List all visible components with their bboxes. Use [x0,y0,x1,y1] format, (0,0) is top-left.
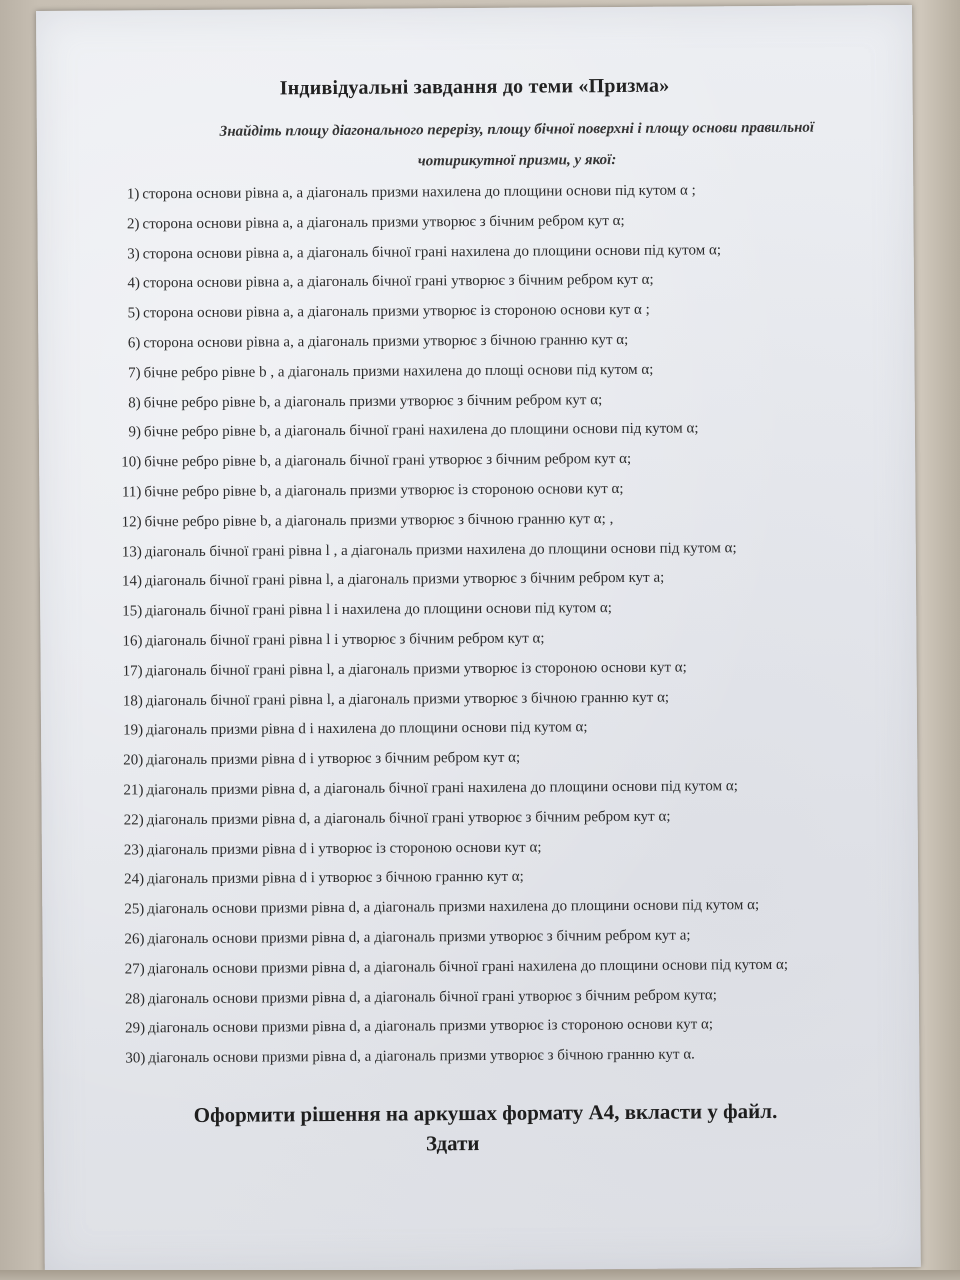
task-number: 6) [127,335,141,352]
task-text: діагональ бічної грані рівна l, а діагональ призми утворює з бічним ребром кут a; [144,570,665,590]
task-number: 23) [123,841,144,858]
task-number: 4) [127,275,140,292]
task-text: сторона основи рівна a, а діагональ призми утворює з бічним ребром кут α; [142,212,625,233]
task-text: діагональ основи призми рівна d, а діагональ призми утворює з бічною гранню кут α. [148,1046,695,1067]
task-text: бічне ребро рівне b, а діагональ призми утворює із стороною основи кут α; [144,480,624,501]
task-number: 26) [124,931,145,948]
task-item [105,1039,905,1074]
task-text: діагональ призми рівна d і нахилена до площини основи під кутом α; [145,719,588,739]
footer-note [194,1095,854,1160]
task-number: 14) [121,573,143,590]
task-number: 10) [121,454,142,471]
task-number: 9) [128,424,142,441]
instruction-line-1: Знайдіть площу діагонального перерізу, площу бічної поверхні і площу основи правильної [219,119,815,140]
task-text: діагональ бічної грані рівна l , а діагональ призми нахилена до площини основи під кутом α; [144,539,737,560]
task-number: 1) [126,186,140,203]
task-instruction [167,112,867,179]
task-number: 2) [126,216,140,233]
task-text: бічне ребро рівне b , а діагональ призми нахилена до площі основи під кутом α; [143,361,654,382]
task-text: бічне ребро рівне b, а діагональ бічної грані нахилена до площини основи під кутом α; [143,420,699,441]
task-text: діагональ основи призми рівна d, а діагональ призми утворює з бічним ребром кут a; [147,927,691,948]
task-text: діагональ бічної грані рівна l і утворює з бічним ребром кут α; [145,630,545,650]
footer-line-2: Здати [425,1130,480,1156]
task-text: діагональ основи призми рівна d, а діагональ призми нахилена до площини основи під кутом α; [147,897,760,918]
task-number: 21) [123,782,144,799]
task-text: діагональ призми рівна d і утворює з бічним ребром кут α; [146,749,521,769]
task-number: 5) [127,305,141,322]
task-number: 16) [122,633,143,650]
task-number: 22) [123,812,144,829]
task-number: 18) [122,692,143,710]
task-text: діагональ бічної грані рівна l, а діагональ призми утворює з бічною гранню кут α; [145,689,670,709]
task-number: 29) [125,1020,146,1037]
task-text: сторона основи рівна a, а діагональ призми нахилена до площини основи під кутом α ; [142,182,696,203]
task-text: бічне ребро рівне b, а діагональ призми утворює з бічним ребром кут α; [143,391,603,411]
task-text: діагональ основи призми рівна d, а діагональ бічної грані утворює з бічним ребром кутα; [147,986,717,1007]
task-text: діагональ бічної грані рівна l, а діагональ призми утворює із стороною основи кут α; [145,659,687,680]
task-number: 17) [122,663,143,680]
task-number: 20) [123,752,144,769]
task-text: діагональ призми рівна d і утворює із стороною основи кут α; [146,839,542,858]
task-number: 13) [121,543,142,561]
task-text: діагональ призми рівна d, а діагональ бічної грані утворює з бічним ребром кут α; [146,808,671,829]
task-number: 11) [121,484,142,501]
task-text: бічне ребро рівне b, а діагональ призми утворює з бічною гранню кут α; , [144,510,614,531]
task-number: 30) [125,1050,146,1067]
instruction-line-2: чотирикутної призми, у якої: [417,152,617,170]
task-number: 27) [124,961,145,978]
task-list [99,175,905,1074]
task-text: діагональ основи призми рівна d, а діагональ призми утворює із стороною основи кут α; [148,1016,714,1037]
task-text: бічне ребро рівне b, а діагональ бічної грані утворює з бічним ребром кут α; [144,451,632,471]
task-number: 15) [122,603,143,620]
task-number: 3) [127,245,140,263]
task-text: діагональ призми рівна d, а діагональ бічної грані нахилена до площини основи під кутом α; [146,778,738,799]
task-number: 7) [127,365,141,382]
task-text: сторона основи рівна a, а діагональ бічної грані нахилена до площини основи під кутом α; [142,241,722,262]
task-number: 28) [124,990,145,1007]
task-number: 25) [124,901,145,918]
footer-line-1: Оформити рішення на аркушах формату А4, вкласти у файл. [193,1098,778,1127]
task-number: 12) [121,514,142,531]
table-surface [0,1270,960,1280]
task-number: 19) [122,722,144,739]
task-number: 24) [124,871,145,888]
task-text: сторона основи рівна a, а діагональ бічної грані утворює з бічним ребром кут α; [142,272,654,292]
task-text: сторона основи рівна a, а діагональ призми утворює із стороною основи кут α ; [143,301,650,322]
task-text: діагональ бічної грані рівна l і нахилена до площини основи під кутом α; [145,600,612,620]
page-title: Індивідуальні завдання до теми «Призма» [279,74,670,100]
task-text: діагональ призми рівна d і утворює з бічною гранню кут α; [147,869,524,888]
task-text: сторона основи рівна a, а діагональ призми утворює з бічною гранню кут α; [143,331,629,352]
paper-sheet [36,5,921,1273]
task-item [105,950,905,985]
task-number: 8) [128,394,141,412]
task-text: діагональ основи призми рівна d, а діагональ бічної грані нахилена до площини основи під кутом α; [147,956,789,978]
